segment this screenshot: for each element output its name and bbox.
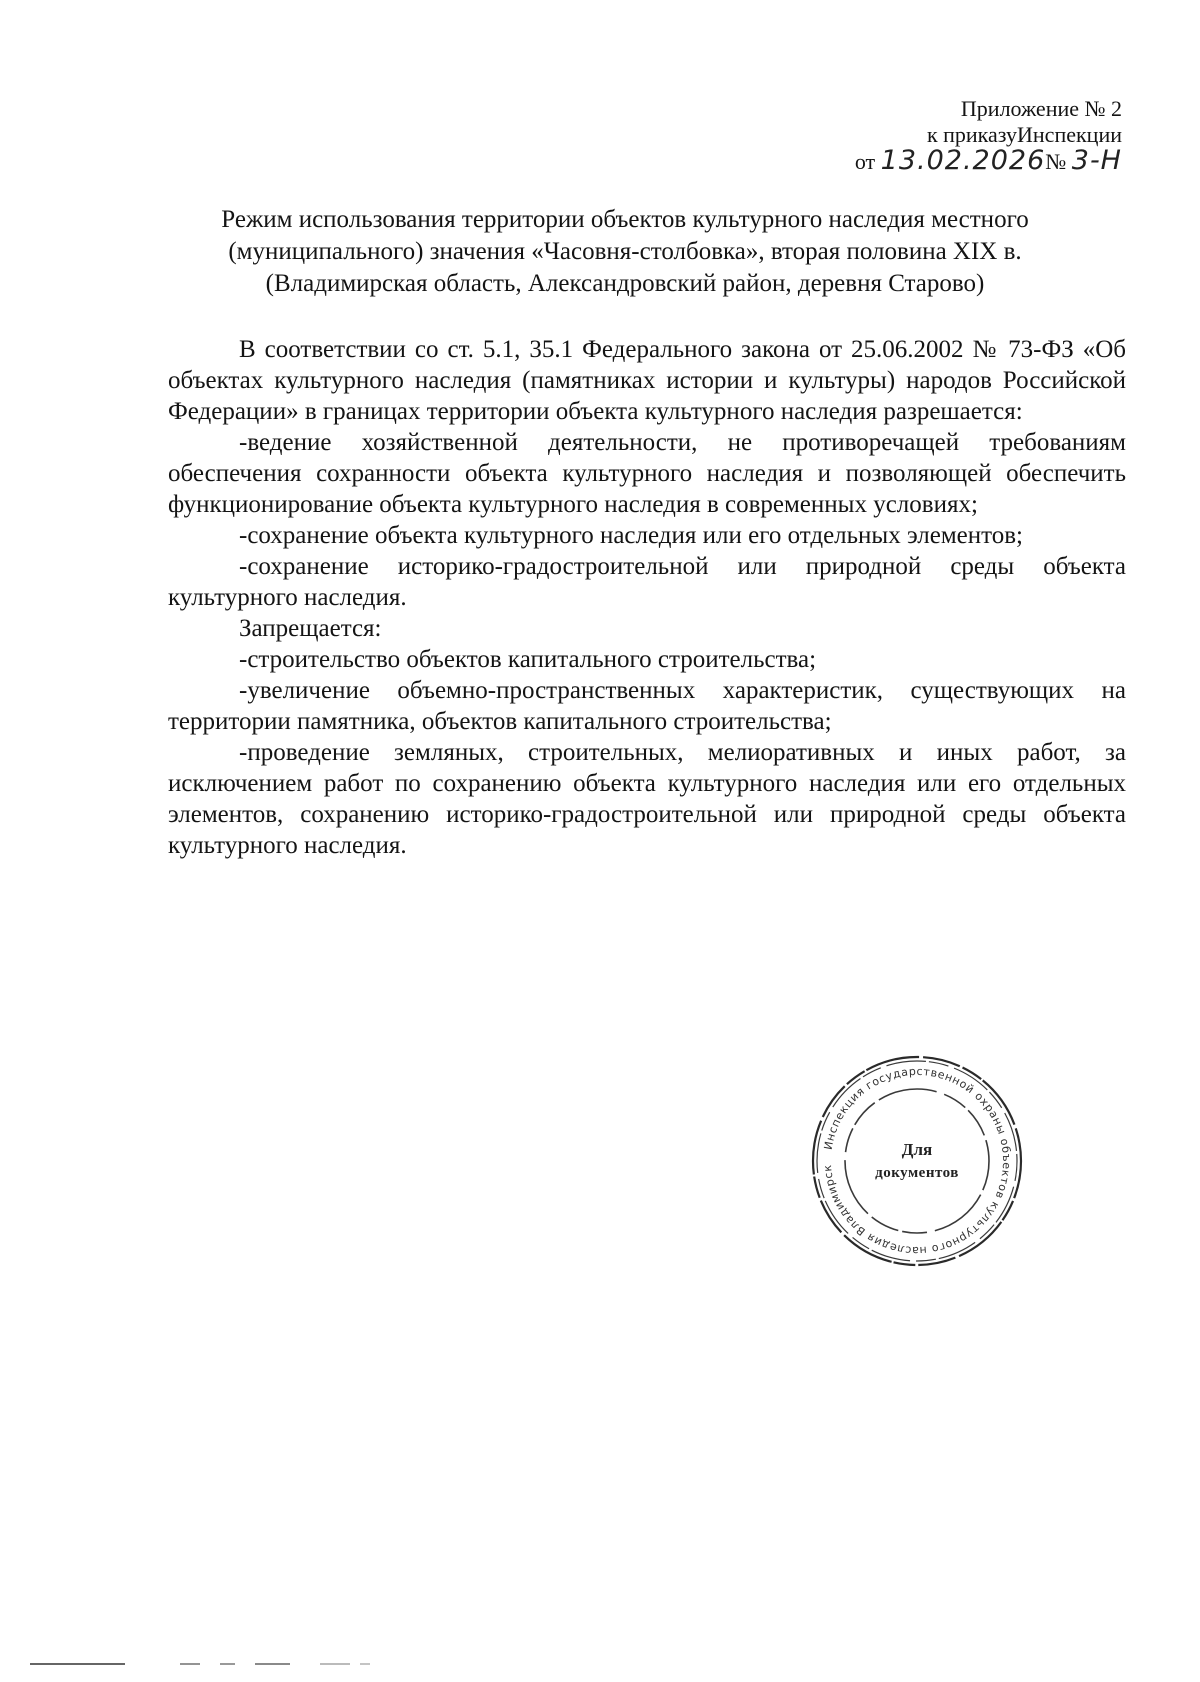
- allowed-item-1: -ведение хозяйственной деятельности, не противоречащей требованиям обеспечения сохранности объекта культурного наследия и позволяющей обеспечить функционирование объекта культурного наследия в современных условиях;: [168, 429, 1126, 518]
- order-reference: к приказуИнспекции: [926, 122, 1122, 147]
- number-prefix: №: [1045, 149, 1067, 174]
- handwritten-date: 13.02.2026: [880, 145, 1046, 176]
- intro-paragraph: В соответствии со ст. 5.1, 35.1 Федерального закона от 25.06.2002 № 73-ФЗ «Об объектах культурного наследия (памятниках истории и культуры) народов Российской Федерации» в границах территории объекта культурного наследия разрешается:: [168, 336, 1126, 425]
- stamp-center-line-1: Для: [901, 1140, 933, 1159]
- title-line-1: Режим использования территории объектов культурного наследия местного: [221, 206, 1029, 233]
- official-stamp: [808, 1047, 1026, 1275]
- scan-edge-marks: [30, 1660, 390, 1668]
- document-title: [150, 204, 1100, 300]
- appendix-number: Приложение № 2: [960, 96, 1122, 121]
- stamp-center-line-2: документов: [875, 1165, 959, 1181]
- allowed-item-2: -сохранение объекта культурного наследия или его отдельных элементов;: [239, 522, 1023, 549]
- title-line-3: (Владимирская область, Александровский район, деревня Старово): [265, 270, 985, 297]
- allowed-item-3: -сохранение историко-градостроительной или природной среды объекта культурного наследия.: [168, 553, 1126, 611]
- stamp-inner-ring: [845, 1089, 989, 1233]
- order-date-line: [854, 145, 1122, 176]
- forbidden-item-3: -проведение земляных, строительных, мелиоративных и иных работ, за исключением работ по сохранению объекта культурного наследия или его отдельных элементов, сохранению историко-градостроительной или природной среды объекта культурного наследия.: [168, 739, 1126, 859]
- handwritten-number: 3-Н: [1071, 145, 1122, 176]
- document-body: [168, 334, 1126, 861]
- title-line-2: (муниципального) значения «Часовня-столбовка», вторая половина XIX в.: [228, 238, 1022, 265]
- forbidden-item-2: -увеличение объемно-пространственных характеристик, существующих на территории памятника, объектов капитального строительства;: [168, 677, 1126, 735]
- forbidden-item-1: -строительство объектов капитального строительства;: [239, 646, 817, 673]
- date-prefix: от: [854, 149, 876, 174]
- forbidden-heading: Запрещается:: [239, 615, 382, 642]
- stamp-graphic: [808, 1047, 1026, 1275]
- stamp-ring-text: Инспекция государственной охраны объектов культурного наследия Владимирск: [821, 1064, 1014, 1258]
- stamp-outer-ring-inner: [817, 1061, 1017, 1261]
- appendix-header: [855, 96, 1122, 175]
